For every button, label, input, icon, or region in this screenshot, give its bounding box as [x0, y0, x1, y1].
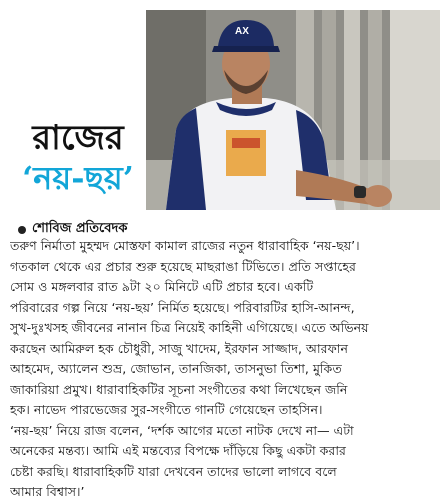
headline-line-1: রাজের	[32, 118, 124, 158]
article-line: গতকাল থেকে এর প্রচার শুরু হয়েছে মাছরাঙা টিভিতে। প্রতি সপ্তাহের	[10, 258, 356, 274]
headline-line-2: ‘নয়-ছয়’	[22, 159, 134, 197]
headline	[8, 118, 148, 198]
article-line: সুখ-দুঃখসহ জীবনের নানান চিত্র নিয়েই কাহিনী এগিয়েছে। এতে অভিনয়	[10, 320, 369, 335]
article-photo	[146, 10, 440, 210]
article-line: করছেন আমিরুল হক চৌধুরী, সাজু খাদেম, ইরফান সাজ্জাদ, আরফান	[10, 340, 348, 356]
article-body	[10, 236, 438, 503]
byline-text: শোবিজ প্রতিবেদক	[32, 221, 128, 236]
article-line: হক। নাভেদ পারভেজের সুর-সংগীতে গানটি গেয়েছেন তাহসিন।	[10, 402, 323, 417]
cap-text: AX	[235, 26, 249, 37]
article-line: ‘নয়-ছয়’ নিয়ে রাজ বলেন, ‘দর্শক আগের মতো নাটক দেখে না— এটা	[10, 422, 354, 438]
article-line: জাকারিয়া প্রমুখ। ধারাবাহিকটির সূচনা সংগীতের কথা লিখেছেন জনি	[10, 381, 348, 397]
article-line: সোম ও মঙ্গলবার রাত ৯টা ২০ মিনিটে এটি প্রচার হবে। একটি	[10, 279, 314, 294]
article-line: চেষ্টা করছি। ধারাবাহিকটি যারা দেখবেন তাদের ভালো লাগবে বলে	[10, 463, 337, 479]
article-line: আহমেদ, অ্যালেন শুভ্র, জোভান, তানজিকা, তাসনুভা তিশা, মুকিত	[10, 361, 342, 376]
article-line: তরুণ নির্মাতা মুহম্মদ মোস্তফা কামাল রাজের নতুন ধারাবাহিক ‘নয়-ছয়’।	[10, 238, 360, 253]
article-line: পরিবারের গল্প নিয়ে ‘নয়-ছয়’ নির্মিত হয়েছে। পরিবারটির হাসি-আনন্দ,	[10, 299, 355, 315]
article-line: আমার বিশ্বাস।’	[10, 484, 85, 499]
bullet-icon	[18, 226, 26, 234]
man-in-cap-photo-icon	[146, 10, 440, 210]
article-line: অনেকের মন্তব্য। আমি এই মন্তব্যের বিপক্ষে দাঁড়িয়ে কিছু একটা করার	[10, 443, 346, 458]
